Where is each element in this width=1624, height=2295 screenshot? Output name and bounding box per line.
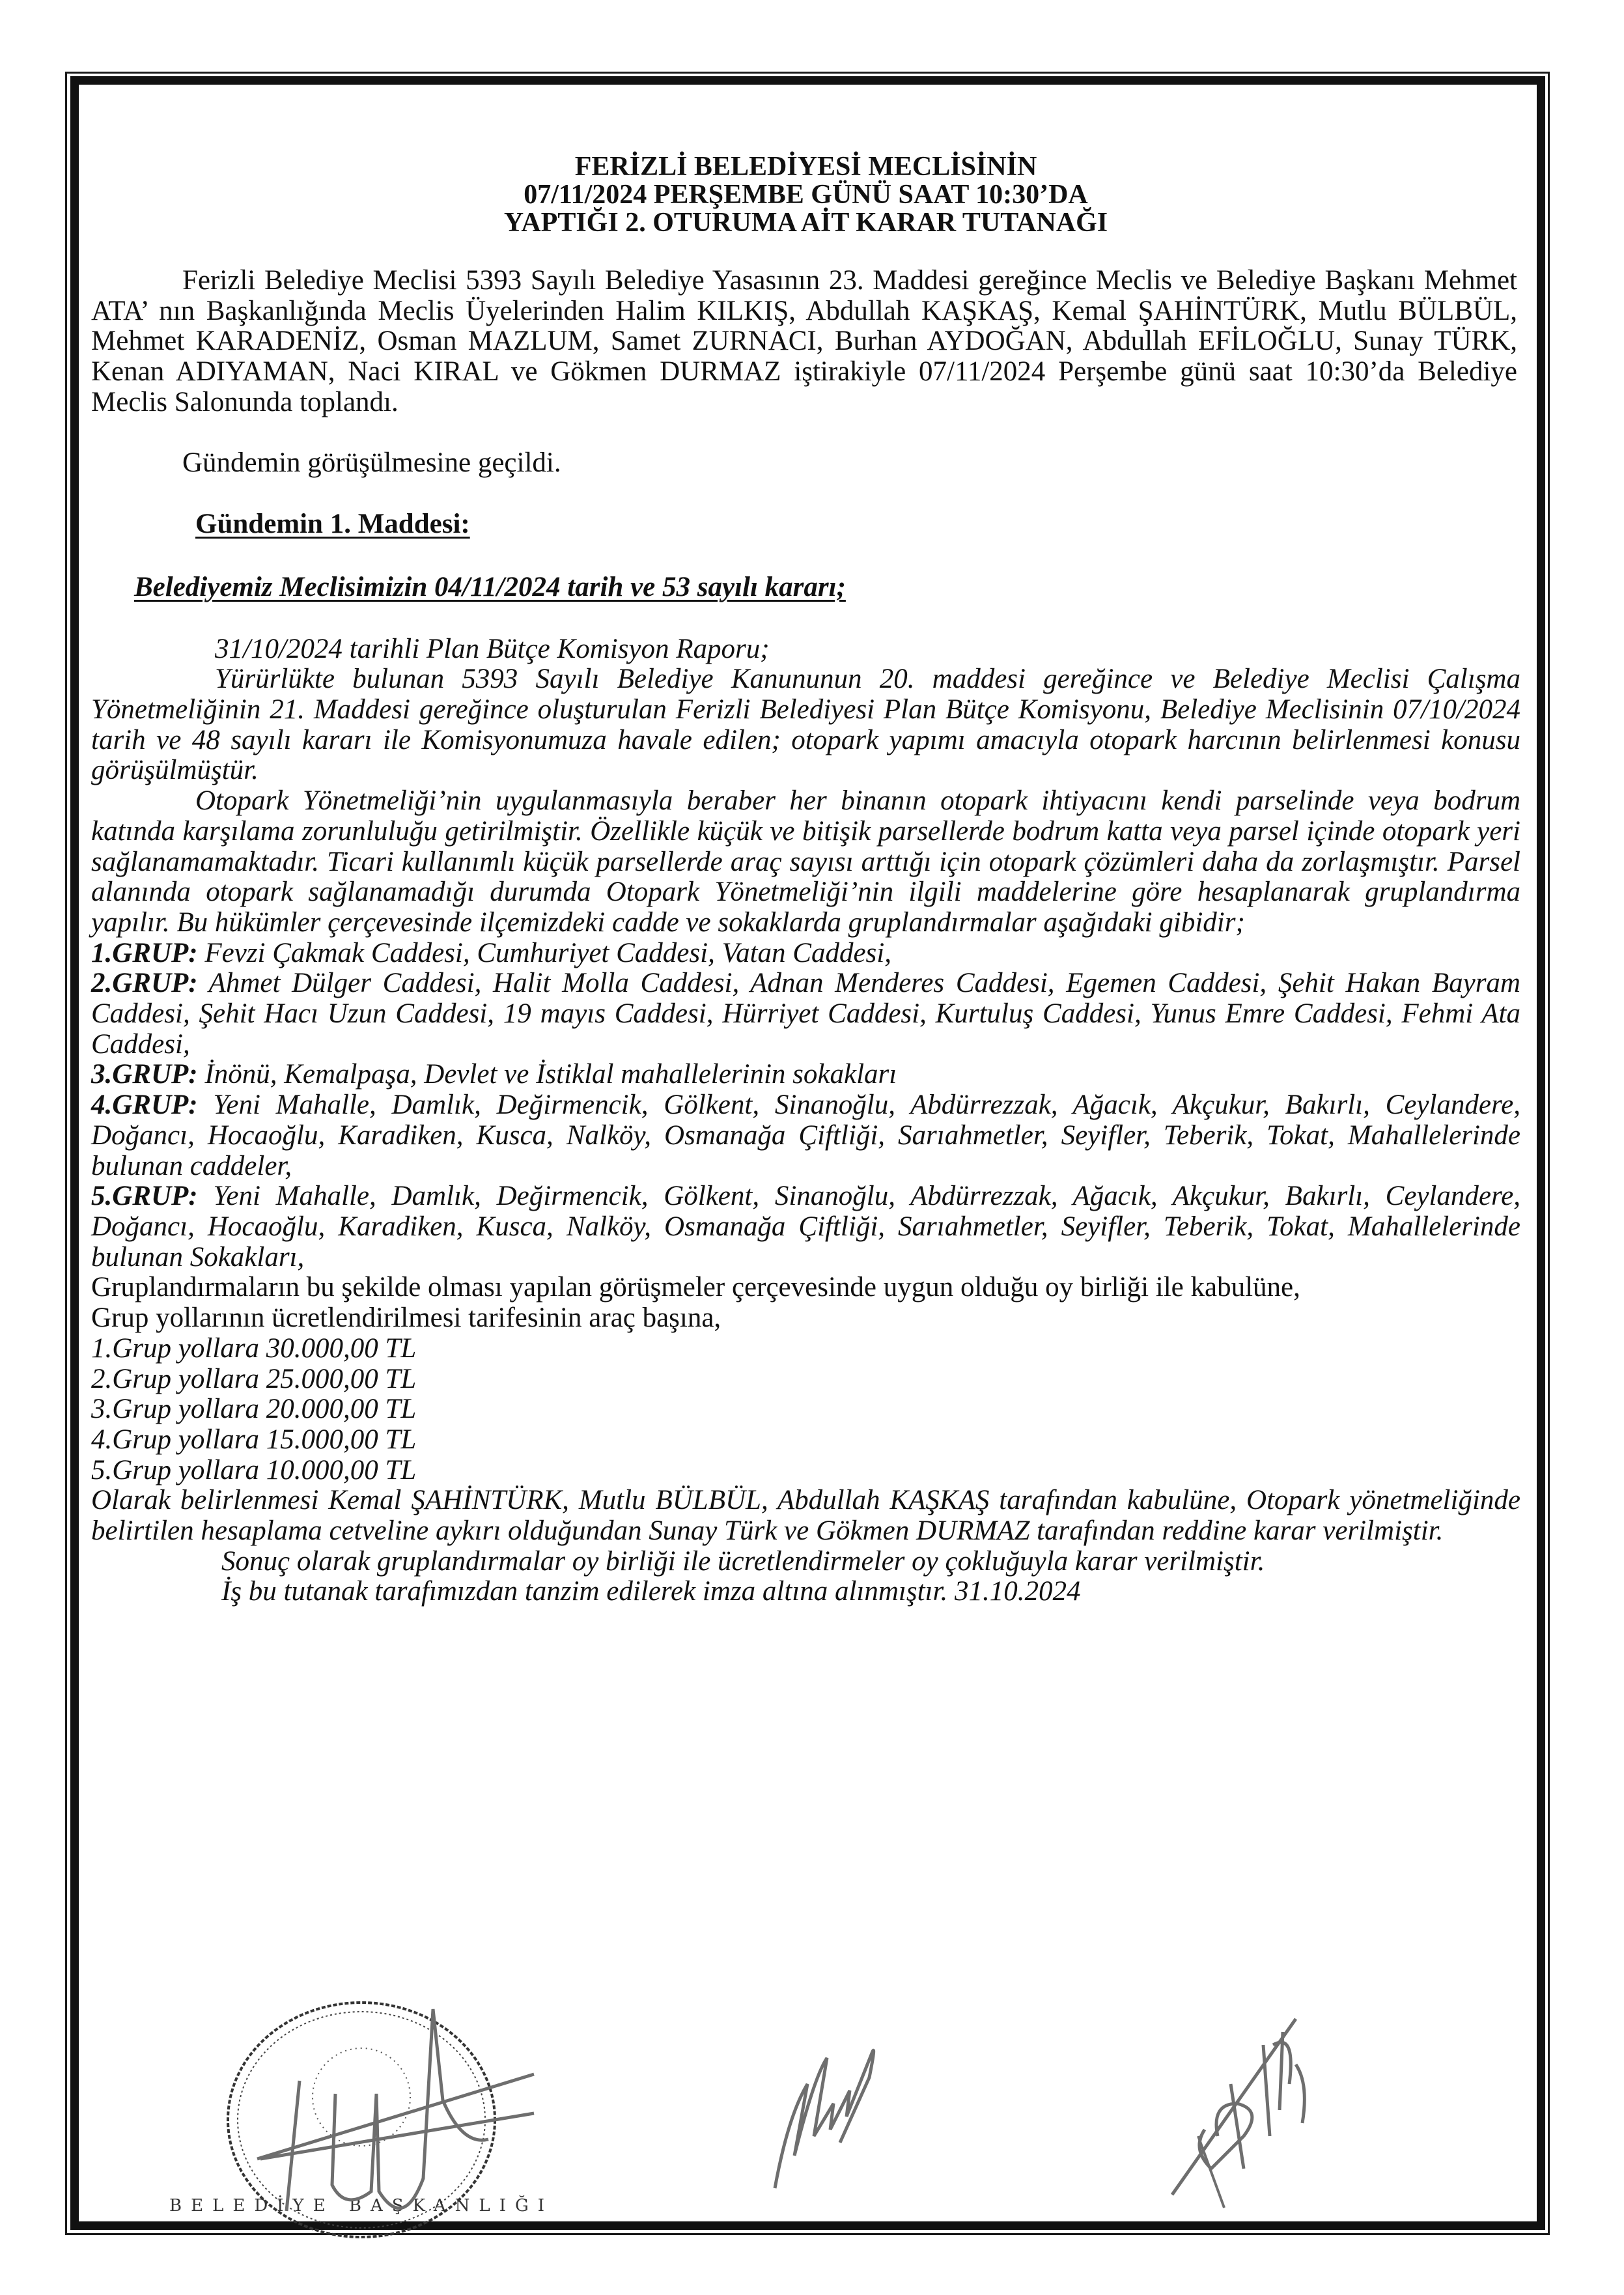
grouping-acceptance: Gruplandırmaların bu şekilde olması yapılan görüşmeler çerçevesinde uygun olduğu oy birliği ile kabulüne, <box>91 1272 1300 1303</box>
commission-report <box>91 634 1520 1273</box>
group-item-5 <box>91 1181 1520 1273</box>
agenda-item-heading: Gündemin 1. Maddesi: <box>195 509 470 540</box>
tariff-item: 4.Grup yollara 15.000,00 TL <box>91 1424 417 1455</box>
group-text: İnönü, Kemalpaşa, Devlet ve İstiklal mahallelerinin sokakları <box>197 1059 897 1090</box>
tariff-item: 1.Grup yollara 30.000,00 TL <box>91 1332 417 1364</box>
group-label: 4.GRUP: <box>91 1090 198 1121</box>
agenda-start: Gündemin görüşülmesine geçildi. <box>182 447 561 478</box>
group-label: 5.GRUP: <box>91 1181 198 1212</box>
document-title <box>91 153 1520 237</box>
title-line-1: FERİZLİ BELEDİYESİ MECLİSİNİN <box>574 152 1037 182</box>
tariff-item: 5.Grup yollara 10.000,00 TL <box>91 1454 417 1485</box>
group-label: 1.GRUP: <box>91 937 198 968</box>
report-title: 31/10/2024 tarihli Plan Bütçe Komisyon Raporu; <box>215 633 770 664</box>
group-text: Fevzi Çakmak Caddesi, Cumhuriyet Caddesi, Vatan Caddesi, <box>197 937 891 968</box>
group-label: 3.GRUP: <box>91 1059 198 1090</box>
vote-paragraph: Olarak belirlenmesi Kemal ŞAHİNTÜRK, Mutlu BÜLBÜL, Abdullah KAŞKAŞ tarafından kabulüne, Otopark yönetmeliğinde belirtilen hesaplama cetveline aykırı olduğundan Sunay Türk ve Gökmen DURMAZ tarafından reddine karar verilmiştir. <box>91 1485 1520 1547</box>
group-text: Yeni Mahalle, Damlık, Değirmencik, Gölkent, Sinanoğlu, Abdürrezzak, Ağacık, Akçukur, Bakırlı, Ceylandere, Doğancı, Hocaoğlu, Karadiken, Kusca, Nalköy, Osmanağa Çiftliği, Sarıahmetler, Seyifler, Teberik, Tokat, Mahallelerinde bulunan Sokakları, <box>91 1181 1520 1273</box>
group-text: Ahmet Dülger Caddesi, Halit Molla Caddesi, Adnan Menderes Caddesi, Egemen Caddesi, Şehit Hakan Bayram Caddesi, Şehit Hacı Uzun Caddesi, 19 mayıs Caddesi, Hürriyet Caddesi, Kurtuluş Caddesi, Yunus Emre Caddesi, Fehmi Ata Caddesi, <box>91 968 1520 1060</box>
tariff-item: 3.Grup yollara 20.000,00 TL <box>91 1394 417 1425</box>
tariff-item: 2.Grup yollara 25.000,00 TL <box>91 1363 417 1394</box>
signature-right-icon <box>1166 2006 1380 2214</box>
result-line: Sonuç olarak gruplandırmalar oy birliği ile ücretlendirmeler oy çokluğuyla karar verilmiştir. <box>221 1545 1265 1577</box>
group-item-3 <box>91 1060 1520 1090</box>
group-text: Yeni Mahalle, Damlık, Değirmencik, Gölkent, Sinanoğlu, Abdürrezzak, Ağacık, Akçukur, Bakırlı, Ceylandere, Doğancı, Hocaoğlu, Karadiken, Kusca, Nalköy, Osmanağa Çiftliği, Sarıahmetler, Seyifler, Teberik, Tokat, Mahallelerinde bulunan caddeler, <box>91 1090 1520 1181</box>
report-paragraph-2: Otopark Yönetmeliği’nin uygulanmasıyla beraber her binanın otopark ihtiyacını kendi parselinde veya bodrum katında karşılama zorunluluğu getirilmiştir. Özellikle küçük ve bitişik parsellerde bodrum katta veya parsel içinde otopark yeri sağlanamamaktadır. Ticari kullanımlı küçük parsellerde araç sayısı arttığı için otopark çözümleri daha da zorlaşmıştır. Parsel alanında otopark sağlanamadığı durumda Otopark Yönetmeliği’nin ilgili maddelerine göre hesaplanarak gruplandırma yapılır. Bu hükümler çerçevesinde ilçemizdeki cadde ve sokaklarda gruplandırmalar aşağıdaki gibidir; <box>91 785 1520 938</box>
group-item-4 <box>91 1090 1520 1181</box>
official-stamp-icon <box>169 1996 554 2244</box>
title-line-3: YAPTIĞI 2. OTURUMA AİT KARAR TUTANAĞI <box>503 208 1108 238</box>
group-item-2 <box>91 968 1520 1060</box>
closing-line: İş bu tutanak tarafımızdan tanzim edilerek imza altına alınmıştır. 31.10.2024 <box>221 1576 1081 1607</box>
title-line-2: 07/11/2024 PERŞEMBE GÜNÜ SAAT 10:30’DA <box>524 180 1088 210</box>
intro-paragraph: Ferizli Belediye Meclisi 5393 Sayılı Belediye Yasasının 23. Maddesi gereğince Meclis ve Belediye Başkanı Mehmet ATA’ nın Başkanlığında Meclis Üyelerinden Halim KILKIŞ, Abdullah KAŞKAŞ, Kemal ŞAHİNTÜRK, Mutlu BÜLBÜL, Mehmet KARADENİZ, Osman MAZLUM, Samet ZURNACI, Burhan AYDOĞAN, Abdullah EFİLOĞLU, Sunay TÜRK, Kenan ADIYAMAN, Naci KIRAL ve Gökmen DURMAZ iştirakiyle 07/11/2024 Perşembe günü saat 10:30’da Belediye Meclis Salonunda toplandı. <box>91 265 1517 417</box>
report-paragraph-1: Yürürlükte bulunan 5393 Sayılı Belediye Kanununun 20. maddesi gereğince ve Belediye Meclisi Çalışma Yönetmeliğinin 21. Maddesi gereğince oluşturulan Ferizli Belediyesi Plan Bütçe Komisyonu, Belediye Meclisinin 07/10/2024 tarih ve 48 sayılı kararı ile Komisyonumuza havale edilen; otopark yapımı amacıyla otopark harcının belirlenmesi konusu görüşülmüştür. <box>91 664 1520 786</box>
stamp-text: BELEDİYE BAŞKANLIĞI <box>169 2196 554 2216</box>
group-label: 2.GRUP: <box>91 968 198 999</box>
group-item-1 <box>91 938 1520 969</box>
signature-middle-icon <box>762 2038 931 2208</box>
tariff-intro: Grup yollarının ücretlendirilmesi tarifesinin araç başına, <box>91 1302 721 1334</box>
document-page <box>91 117 1520 1607</box>
tariff-list <box>91 1334 1520 1486</box>
decision-heading: Belediyemiz Meclisimizin 04/11/2024 tarih ve 53 sayılı kararı; <box>134 571 846 602</box>
